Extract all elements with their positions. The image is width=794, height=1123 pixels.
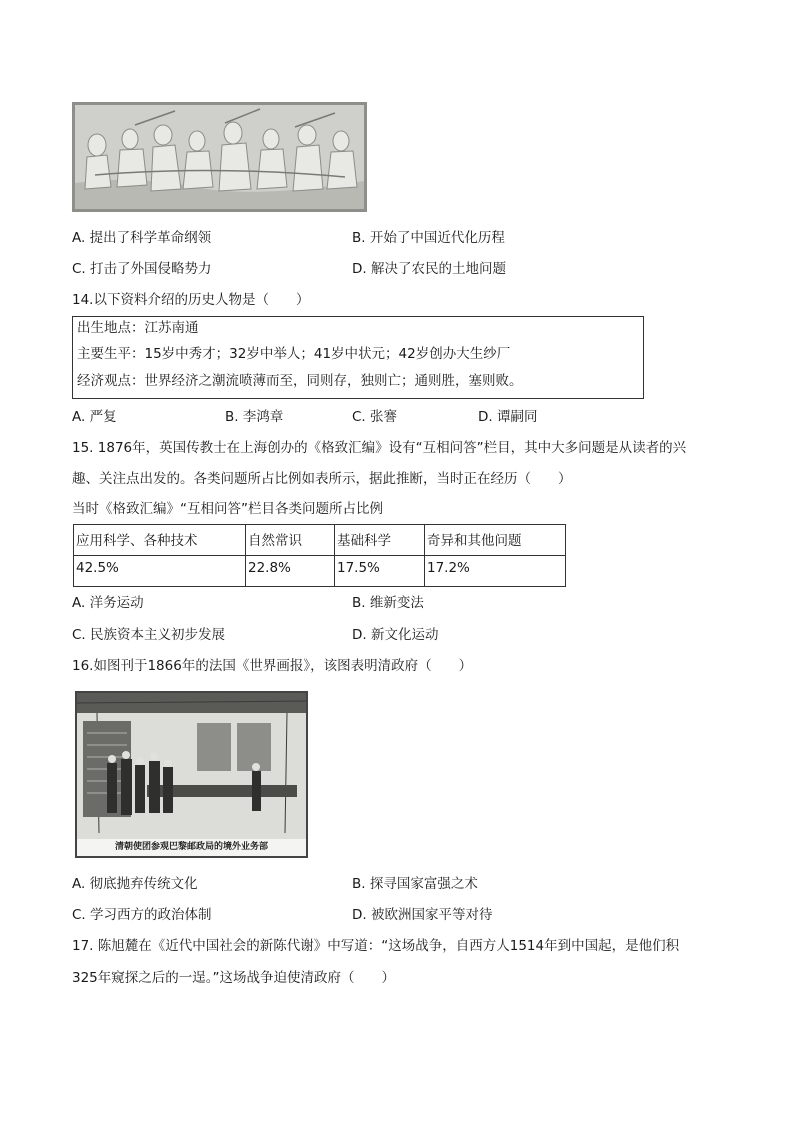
q15-stem-line1: 15. 1876年，英国传教士在上海创办的《格致汇编》设有“互相问答”栏目，其中大多问题是从读者的兴 — [72, 440, 687, 456]
q13-option-b: B. 开始了中国近代化历程 — [352, 230, 505, 246]
q13-option-a: A. 提出了科学革命纲领 — [72, 230, 212, 246]
table-cell: 17.5% — [335, 556, 425, 587]
table-header-cell: 应用科学、各种技术 — [74, 525, 246, 556]
q16-stem: 16.如图刊于1866年的法国《世界画报》，该图表明清政府（ ） — [72, 658, 473, 674]
q14-life: 主要生平：15岁中秀才；32岁中举人；41岁中状元；42岁创办大生纱厂 — [77, 346, 511, 362]
q13-option-d: D. 解决了农民的土地问题 — [352, 261, 506, 277]
table-header-cell: 自然常识 — [246, 525, 335, 556]
q14-option-b: B. 李鸿章 — [225, 409, 284, 425]
q17-stem-line1: 17. 陈旭麓在《近代中国社会的新陈代谢》中写道：“这场战争，自西方人1514年到中国起，是他们积 — [72, 938, 680, 954]
q15-stem-line2: 趣、关注点出发的。各类问题所占比例如表所示，据此推断，当时正在经历（ ） — [72, 471, 572, 487]
table-row — [74, 556, 566, 587]
q16-option-c: C. 学习西方的政治体制 — [72, 907, 212, 923]
relief-sculpture-image — [72, 102, 367, 212]
q14-info-box — [72, 316, 644, 399]
q15-table-title: 当时《格致汇编》“互相问答”栏目各类问题所占比例 — [72, 501, 383, 517]
table-header-cell: 基础科学 — [335, 525, 425, 556]
q16-option-b: B. 探寻国家富强之术 — [352, 876, 478, 892]
q15-option-b: B. 维新变法 — [352, 595, 424, 611]
q16-option-d: D. 被欧洲国家平等对待 — [352, 907, 493, 923]
q14-option-d: D. 谭嗣同 — [478, 409, 538, 425]
q13-option-c: C. 打击了外国侵略势力 — [72, 261, 212, 277]
q14-economic-view: 经济观点：世界经济之潮流喷薄而至，同则存，独则亡；通则胜，塞则败。 — [77, 373, 523, 389]
table-header-row — [74, 525, 566, 556]
table-cell: 17.2% — [425, 556, 566, 587]
q14-option-c: C. 张謇 — [352, 409, 398, 425]
engraving-caption: 清朝使团参观巴黎邮政局的境外业务部 — [114, 842, 268, 852]
table-cell: 42.5% — [74, 556, 246, 587]
q15-option-a: A. 洋务运动 — [72, 595, 144, 611]
q15-option-d: D. 新文化运动 — [352, 627, 439, 643]
engraving-image — [75, 691, 308, 858]
q17-stem-line2: 325年窥探之后的一逞。”这场战争迫使清政府（ ） — [72, 970, 396, 986]
q14-stem: 14.以下资料介绍的历史人物是（ ） — [72, 292, 310, 308]
q15-option-c: C. 民族资本主义初步发展 — [72, 627, 226, 643]
q14-birthplace: 出生地点：江苏南通 — [77, 320, 199, 336]
table-cell: 22.8% — [246, 556, 335, 587]
table-header-cell: 奇异和其他问题 — [425, 525, 566, 556]
q14-option-a: A. 严复 — [72, 409, 117, 425]
q15-proportion-table — [73, 524, 566, 587]
q16-option-a: A. 彻底抛弃传统文化 — [72, 876, 198, 892]
